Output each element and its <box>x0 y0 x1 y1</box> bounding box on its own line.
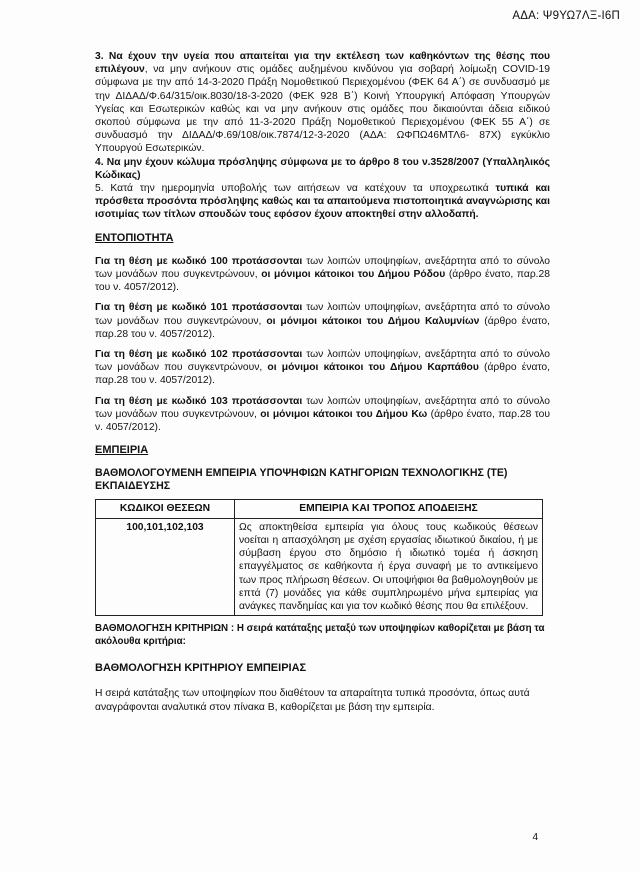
item-5-text: 5. Κατά την ημερομηνία υποβολής των αιτήσεων να κατέχουν τα υποχρεωτικά <box>95 183 496 195</box>
item-3-bold: 3. Να έχουν την υγεία που απαιτείται για την εκτέλεση των καθηκόντων της θέσης που επιλέγουν <box>95 51 550 76</box>
block-text: των λοιπών υποψηφίων, ανεξάρτητα από το σύνολο των μονάδων που συγκεντρώνουν, <box>95 255 550 281</box>
rating-criteria: ΒΑΘΜΟΛΟΓΗΣΗ ΚΡΙΤΗΡΙΩΝ : Η σειρά κατάταξης μεταξύ των υποψηφίων καθορίζεται με βάση τα ακόλουθα κριτήρια: <box>95 623 545 648</box>
block-bold: Για τη θέση με κωδικό 102 προτάσσονται <box>95 349 303 361</box>
block-law: (άρθρο ένατο, παρ.28 του ν. 4057/2012). <box>95 315 550 340</box>
block-text: των λοιπών υποψηφίων, ανεξάρτητα από το σύνολο των μονάδων που συγκεντρώνουν, <box>95 395 550 420</box>
block-law: (άρθρο ένατο, παρ.28 του ν. 4057/2012). <box>95 269 550 294</box>
criterion-text: Η σειρά κατάταξης των υποψηφίων που διαθέτουν τα απαραίτητα τυπικά προσόντα, όπως αυτά αναγράφονται αναλυτικά στον πίνακα Β, καθορίζεται με βάση την εμπειρία. <box>95 688 530 713</box>
block-residents: οι μόνιμοι κάτοικοι του Δήμου Κω <box>260 408 428 420</box>
entopiotita-heading: ΕΝΤΟΠΙΟΤΗΤΑ <box>95 231 174 244</box>
table-row <box>96 518 543 615</box>
ada-code: ΑΔΑ: Ψ9ΥΩ7ΛΞ-Ι6Π <box>512 10 620 22</box>
empeiria-heading: ΕΜΠΕΙΡΙΑ <box>95 444 149 457</box>
block-law: (άρθρο ένατο, παρ.28 του ν. 4057/2012). <box>95 408 550 434</box>
block-text: των λοιπών υποψηφίων, ανεξάρτητα από το σύνολο των μονάδων που συγκεντρώνουν, <box>95 302 550 327</box>
document-body <box>95 50 550 714</box>
block-bold: Για τη θέση με κωδικό 103 προτάσσονται <box>95 395 303 407</box>
cell-codes: 100,101,102,103 <box>96 518 235 615</box>
column-header-codes: ΚΩΔΙΚΟΙ ΘΕΣΕΩΝ <box>96 500 235 518</box>
item-5 <box>95 182 550 222</box>
entopiotita-block <box>95 395 550 435</box>
entopiotita-block <box>95 255 550 295</box>
item-4-bold: 4. Να μην έχουν κώλυμα πρόσληψης σύμφωνα με το άρθρο 8 του ν.3528/2007 (Υπαλληλικός Κώδικας) <box>95 156 550 181</box>
criterion-title: ΒΑΘΜΟΛΟΓΗΣΗ ΚΡΙΤΗΡΙΟΥ ΕΜΠΕΙΡΙΑΣ <box>95 662 307 675</box>
entopiotita-block <box>95 301 550 341</box>
block-law: (άρθρο ένατο, παρ.28 του ν. 4057/2012). <box>95 362 550 387</box>
experience-title: ΒΑΘΜΟΛΟΓΟΥΜΕΝΗ ΕΜΠΕΙΡΙΑ ΥΠΟΨΗΦΙΩΝ ΚΑΤΗΓΟΡΙΩΝ ΤΕΧΝΟΛΟΓΙΚΗΣ (ΤΕ) ΕΚΠΑΙΔΕΥΣΗΣ <box>95 467 508 493</box>
block-text: των λοιπών υποψηφίων, ανεξάρτητα από το σύνολο των μονάδων που συγκεντρώνουν, <box>95 349 550 374</box>
block-residents: οι μόνιμοι κάτοικοι του Δήμου Καρπάθου <box>267 362 479 374</box>
block-residents: οι μόνιμοι κάτοικοι του Δήμου Ρόδου <box>261 269 446 281</box>
item-5-bold: τυπικά και πρόσθετα προσόντα πρόσληψης καθώς και τα απαιτούμενα πιστοποιητικά αναγνώρισης και ισοτιμίας των τίτλων σπουδών τους εφόσον έχουν αποκτηθεί στην αλλοδαπή. <box>95 183 550 221</box>
experience-table <box>95 499 543 616</box>
cell-experience: Ως αποκτηθείσα εμπειρία για όλους τους κωδικούς θέσεων νοείται η απασχόληση με σχέση εργασίας ιδιωτικού δικαίου, ή με σύμβαση έργου στο δημόσιο ή ιδιωτικό τομέα ή άσκηση επαγγέλματος σε καθήκοντα ή έργα συναφή με το αντικείμενο των προς πλήρωση θέσεων. Οι υποψήφιοι θα βαθμολογηθούν με επτά (7) μονάδες για κάθε συμπληρωμένο μήνα εμπειρίας για ανάγκες πανδημίας και για τον κωδικό θέσης που θα επιλέξουν. <box>235 518 543 615</box>
block-bold: Για τη θέση με κωδικό 100 προτάσσονται <box>95 255 303 267</box>
block-residents: οι μόνιμοι κάτοικοι του Δήμου Καλυμνίων <box>266 315 480 327</box>
table-header-row <box>96 500 543 518</box>
item-3-text: , να μην ανήκουν στις ομάδες αυξημένου κινδύνου για σοβαρή λοίμωξη COVID-19 σύμφωνα με την από 14-3-2020 Πράξη Νομοθετικού Περιεχομένου (ΦΕΚ 64 Α΄) σε συνδυασμό με την ΔΙΔΑΔ/Φ.64/315/οικ.8030/18-3-2020 (ΦΕΚ 928 Β΄) Κοινή Υπουργική Απόφαση Υπουργών Υγείας και Εσωτερικών καθώς και να μην ανήκουν στις ομάδες που δικαιούνται άδεια ειδικού σκοπού σύμφωνα με την από 11-3-2020 Πράξη Νομοθετικού Περιεχομένου (ΦΕΚ 55 Α΄) σε συνδυασμό την ΔΙΔΑΔ/Φ.69/108/οικ.7874/12-3-2020 (ΑΔΑ: ΩΦΠΩ46ΜΤΛ6- 87Χ) εγκύκλιο Υπουργού Εσωτερικών. <box>95 64 550 155</box>
page-number: 4 <box>532 832 538 843</box>
entopiotita-block <box>95 348 550 388</box>
column-header-experience: ΕΜΠΕΙΡΙΑ ΚΑΙ ΤΡΟΠΟΣ ΑΠΟΔΕΙΞΗΣ <box>235 500 543 518</box>
item-3 <box>95 50 550 156</box>
item-4 <box>95 156 550 182</box>
block-bold: Για τη θέση με κωδικό 101 προτάσσονται <box>95 302 303 314</box>
